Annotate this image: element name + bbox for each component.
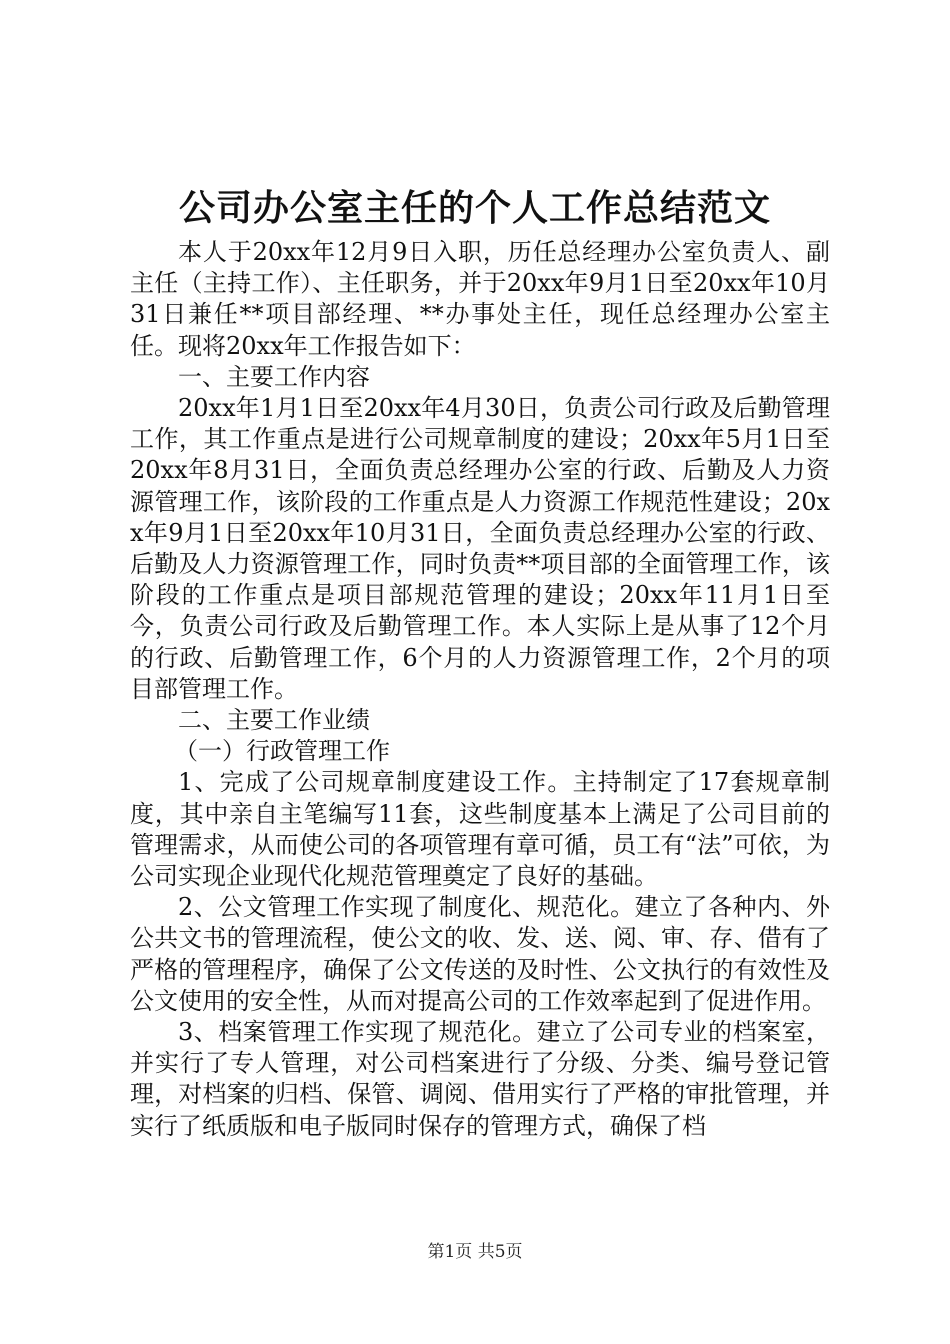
subsection-heading-admin: （一）行政管理工作 (174, 737, 390, 766)
intro-paragraph: 本人于20xx年12月9日入职，历任总经理办公室负责人、副主任（主持工作）、主任职务，并于20xx年9月1日至20xx年10月31日兼任**项目部经理、**办事处主任，现任总经理办公室主任。现将20xx年工作报告如下： (130, 238, 830, 360)
document-title: 公司办公室主任的个人工作总结范文 (178, 187, 771, 229)
work-content-paragraph: 20xx年1月1日至20xx年4月30日，负责公司行政及后勤管理工作，其工作重点是进行公司规章制度的建设；20xx年5月1日至20xx年8月31日，全面负责总经理办公室的行政、后勤及人力资源管理工作，该阶段的工作重点是人力资源工作规范性建设；20xx年9月1日至20xx年10月31日，全面负责总经理办公室的行政、后勤及人力资源管理工作，同时负责**项目部的全面管理工作，该阶段的工作重点是项目部规范管理的建设；20xx年11月1日至今，负责公司行政及后勤管理工作。本人实际上是从事了12个月的行政、后勤管理工作，6个月的人力资源管理工作，2个月的项目部管理工作。 (130, 394, 830, 703)
page-number-footer: 第1页 共5页 (427, 1242, 523, 1262)
section-heading-achievements: 二、主要工作业绩 (178, 706, 370, 735)
achievement-item-2: 2、公文管理工作实现了制度化、规范化。建立了各种内、外公共文书的管理流程，使公文的收、发、送、阅、审、存、借有了严格的管理程序，确保了公文传送的及时性、公文执行的有效性及公文使用的安全性，从而对提高公司的工作效率起到了促进作用。 (130, 893, 830, 1015)
section-heading-main-content: 一、主要工作内容 (178, 362, 370, 391)
achievement-item-1: 1、完成了公司规章制度建设工作。主持制定了17套规章制度，其中亲自主笔编写11套，这些制度基本上满足了公司目前的管理需求，从而使公司的各项管理有章可循，员工有“法”可依，为公司实现企业现代化规范管理奠定了良好的基础。 (130, 768, 830, 891)
document-body (130, 237, 830, 1142)
achievement-item-3: 3、档案管理工作实现了规范化。建立了公司专业的档案室，并实行了专人管理，对公司档案进行了分级、分类、编号登记管理，对档案的归档、保管、调阅、借用实行了严格的审批管理，并实行了纸质版和电子版同时保存的管理方式，确保了档 (130, 1018, 830, 1140)
